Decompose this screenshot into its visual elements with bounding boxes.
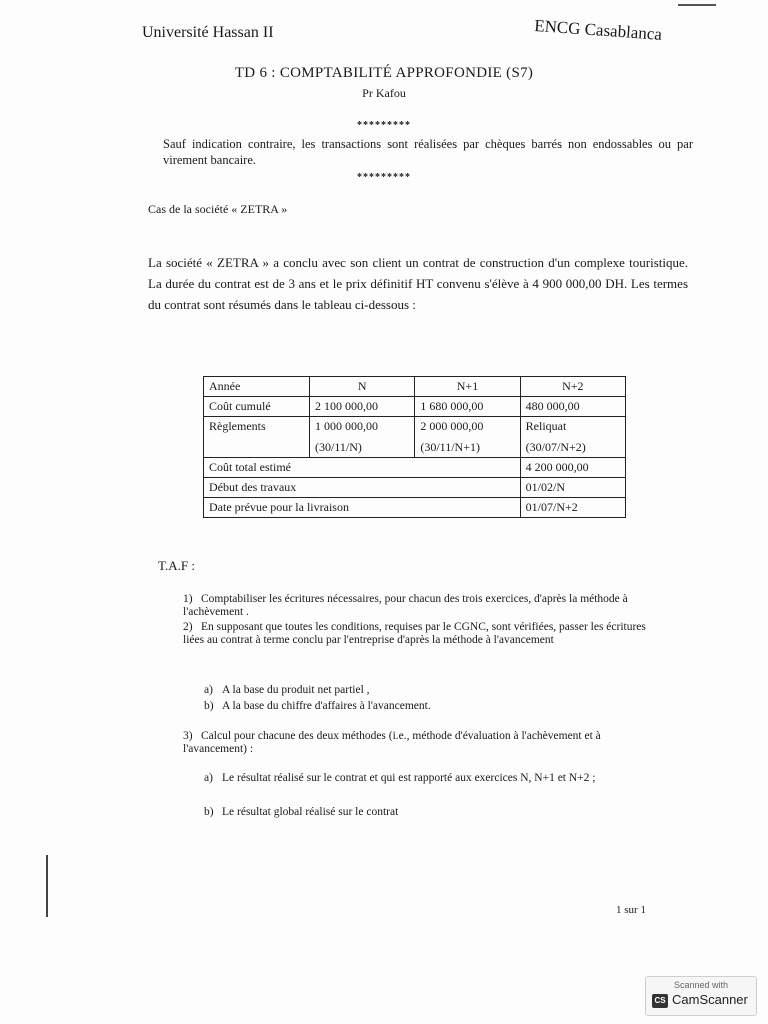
row-label: Début des travaux [204, 478, 521, 498]
separator-bottom: ********* [357, 172, 411, 183]
question-text: Comptabiliser les écritures nécessaires, pour chacun des trois exercices, d'après la méthode à l'achèvement . [183, 593, 628, 618]
sub-number: a) [204, 684, 213, 696]
row-label: Coût cumulé [204, 397, 310, 417]
question-1 [183, 593, 665, 619]
watermark-brand: CamScanner [672, 992, 748, 1007]
question-number: 1) [183, 593, 193, 605]
table-header-cell: Année [204, 377, 310, 397]
payment-amount: Reliquat [525, 419, 567, 433]
table-row [204, 478, 626, 498]
table-row [204, 397, 626, 417]
question-2-sub-a [204, 684, 664, 697]
table-row [204, 458, 626, 478]
sub-text: A la base du produit net partiel , [222, 684, 370, 696]
case-title: Cas de la société « ZETRA » [148, 202, 288, 216]
question-2-sub-b [204, 700, 664, 713]
document-title: TD 6 : COMPTABILITÉ APPROFONDIE (S7) [234, 65, 534, 81]
row-label: Date prévue pour la livraison [204, 498, 521, 518]
watermark-caption: Scanned with [673, 980, 729, 990]
table-cell: 01/02/N [520, 478, 625, 498]
author: Pr Kafou [362, 86, 406, 100]
question-3-sub-b [204, 806, 664, 819]
table-cell: 1 680 000,00 [415, 397, 520, 417]
case-intro: La société « ZETRA » a conclu avec son client un contrat de construction d'un complexe touristique. La durée du contrat est de 3 ans et le prix définitif HT convenu s'élève à 4 900 000,00 DH. Les termes du contrat sont résumés dans le tableau ci-dessous : [148, 255, 688, 312]
university-name: Université Hassan II [142, 24, 274, 41]
table-row [204, 417, 626, 458]
taf-heading: T.A.F : [158, 558, 195, 573]
contract-table [203, 376, 626, 518]
payment-amount: 2 000 000,00 [420, 419, 484, 433]
table-cell: 480 000,00 [520, 397, 625, 417]
scan-artifact-margin-line [46, 855, 48, 917]
payment-amount: 1 000 000,00 [315, 419, 378, 433]
payment-date: (30/07/N+2) [525, 440, 586, 454]
payment-date: (30/11/N+1) [420, 440, 480, 454]
table-header-cell: N+2 [520, 377, 625, 397]
row-label: Coût total estimé [204, 458, 521, 478]
sub-text: A la base du chiffre d'affaires à l'avancement. [222, 700, 431, 712]
table-cell: 2 100 000,00 [310, 397, 415, 417]
question-text: Calcul pour chacune des deux méthodes (i.e., méthode d'évaluation à l'achèvement et à l'avancement) : [183, 730, 601, 755]
question-number: 2) [183, 621, 193, 633]
payment-date: (30/11/N) [315, 440, 362, 454]
sub-number: a) [204, 772, 213, 784]
table-cell [520, 417, 625, 458]
table-row [204, 498, 626, 518]
question-number: 3) [183, 730, 193, 742]
table-cell: 4 200 000,00 [520, 458, 625, 478]
table-header-row [204, 377, 626, 397]
question-text: En supposant que toutes les conditions, requises par le CGNC, sont vérifiées, passer les écritures liées au contrat à terme conclu par l'entreprise d'après la méthode à l'avancement [183, 621, 646, 646]
question-3 [183, 730, 665, 756]
table-cell: 01/07/N+2 [520, 498, 625, 518]
sub-text: Le résultat réalisé sur le contrat et qui est rapporté aux exercices N, N+1 et N+2 ; [222, 772, 596, 784]
camscanner-watermark [645, 976, 757, 1016]
general-note: Sauf indication contraire, les transactions sont réalisées par chèques barrés non endossables ou par virement bancaire. [163, 137, 693, 167]
table-header-cell: N+1 [415, 377, 520, 397]
table-header-cell: N [310, 377, 415, 397]
question-2 [183, 621, 665, 647]
scan-artifact-line [678, 4, 716, 6]
question-3-sub-a [204, 772, 669, 785]
camscanner-logo-icon: CS [652, 994, 668, 1008]
separator-top: ********* [357, 120, 411, 131]
sub-number: b) [204, 700, 214, 712]
table-cell [310, 417, 415, 458]
sub-number: b) [204, 806, 214, 818]
sub-text: Le résultat global réalisé sur le contrat [222, 806, 399, 818]
table-cell [415, 417, 520, 458]
school-name: ENCG Casablanca [533, 16, 663, 44]
row-label: Règlements [204, 417, 310, 458]
page-number: 1 sur 1 [616, 904, 646, 916]
